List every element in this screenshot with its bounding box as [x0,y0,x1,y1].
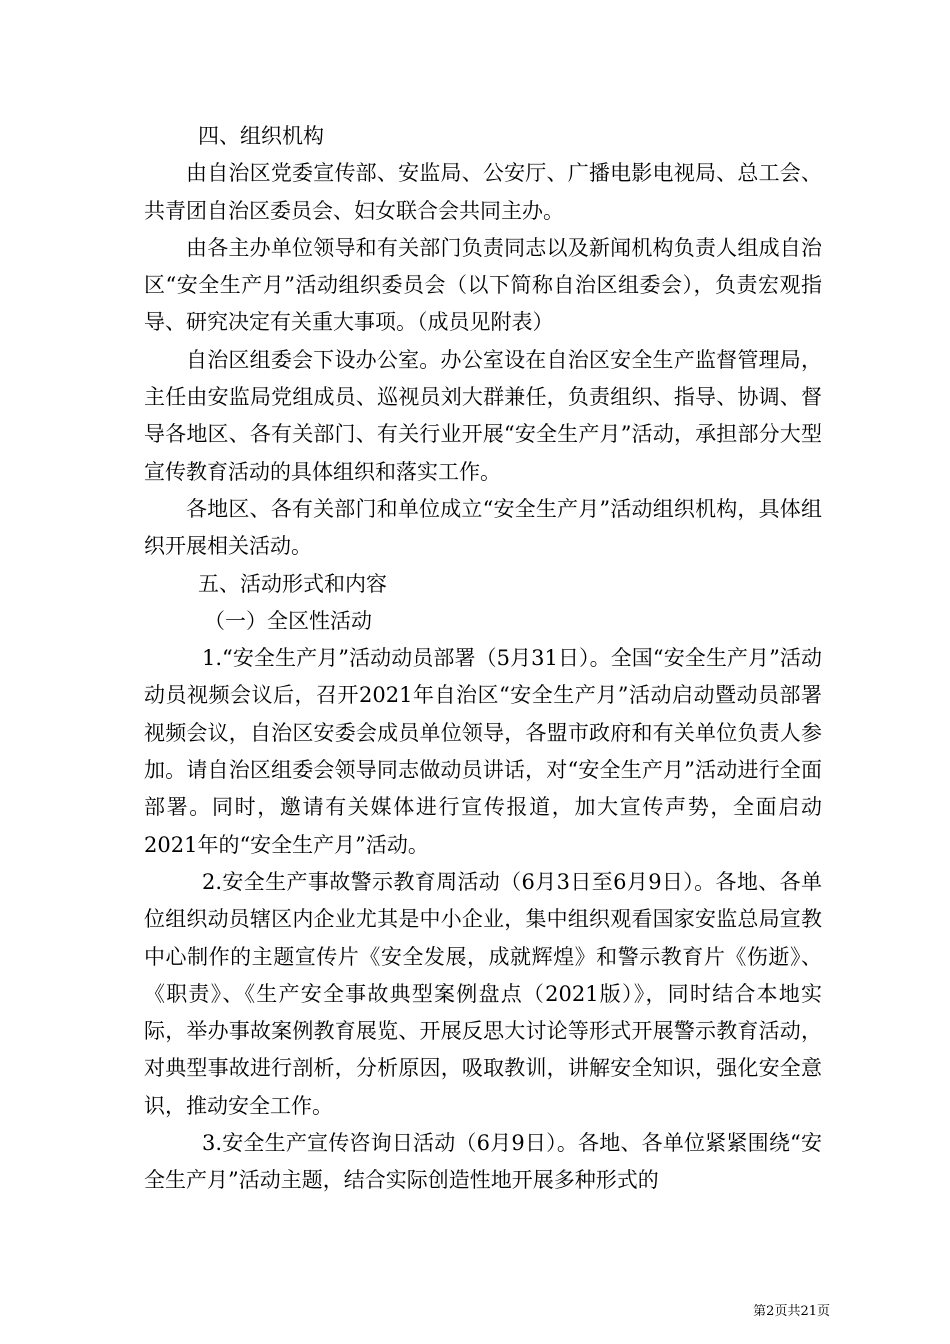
document-body [144,118,822,1200]
paragraph-committee: 由各主办单位领导和有关部门负责同志以及新闻机构负责人组成自治区“安全生产月”活动组织委员会（以下简称自治区组委会），负责宏观指导、研究决定有关重大事项。（成员见附表） [144,235,822,335]
paragraph-organizers: 由自治区党委宣传部、安监局、公安厅、广播电影电视局、总工会、共青团自治区委员会、妇女联合会共同主办。 [144,161,822,223]
list-item-warning-week: 2.安全生产事故警示教育周活动（6月3日至6月9日）。各地、各单位组织动员辖区内企业尤其是中小企业，集中组织观看国家安监总局宣教中心制作的主题宣传片《安全发展，成就辉煌》和警示教育片《伤逝》、《职责》、《生产安全事故典型案例盘点（2021版）》，同时结合本地实际，举办事故案例教育展览、开展反思大讨论等形式开展警示教育活动，对典型事故进行剖析，分析原因，吸取教训，讲解安全知识，强化安全意识，推动安全工作。 [144,869,822,1118]
page-number-footer: 第2页共21页 [753,1304,830,1319]
paragraph-local-organizations: 各地区、各有关部门和单位成立“安全生产月”活动组织机构，具体组织开展相关活动。 [144,496,822,559]
section-heading-activities: 五、活动形式和内容 [198,571,387,596]
paragraph-office: 自治区组委会下设办公室。办公室设在自治区安全生产监督管理局，主任由安监局党组成员、巡视员刘大群兼任，负责组织、指导、协调、督导各地区、各有关部门、有关行业开展“安全生产月”活动，承担部分大型宣传教育活动的具体组织和落实工作。 [144,347,822,484]
list-item-consultation-day: 3.安全生产宣传咨询日活动（6月9日）。各地、各单位紧紧围绕“安全生产月”活动主题，结合实际创造性地开展多种形式的 [144,1131,822,1193]
subsection-heading-regionwide: （一）全区性活动 [204,608,372,633]
list-item-mobilization: 1.“安全生产月”活动动员部署（5月31日）。全国“安全生产月”活动动员视频会议后，召开2021年自治区“安全生产月”活动启动暨动员部署视频会议，自治区安委会成员单位领导，各盟市政府和有关单位负责人参加。请自治区组委会领导同志做动员讲话，对“安全生产月”活动进行全面部署。同时，邀请有关媒体进行宣传报道，加大宣传声势，全面启动2021年的“安全生产月”活动。 [144,646,822,857]
section-heading-organization: 四、组织机构 [198,124,324,148]
